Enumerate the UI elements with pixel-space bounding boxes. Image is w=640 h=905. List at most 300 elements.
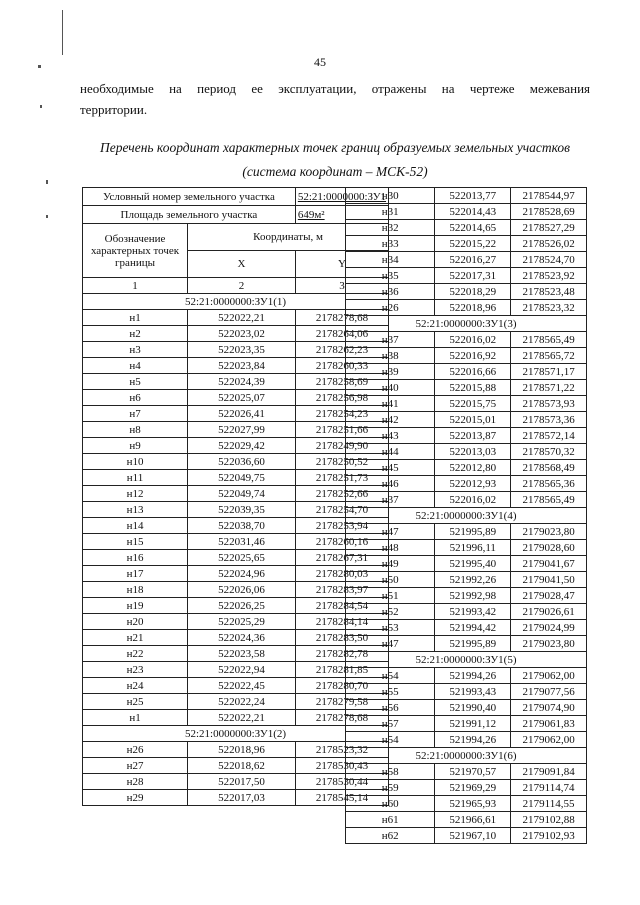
x-cell: 522012,80 bbox=[435, 460, 511, 476]
point-cell: н3 bbox=[83, 342, 188, 358]
point-cell: н7 bbox=[83, 406, 188, 422]
x-cell: 521996,11 bbox=[435, 540, 511, 556]
x-cell: 521992,26 bbox=[435, 572, 511, 588]
x-cell: 521993,42 bbox=[435, 604, 511, 620]
group-row bbox=[83, 726, 389, 742]
y-cell: 2178573,36 bbox=[511, 412, 587, 428]
y-cell: 2178283,97 bbox=[295, 582, 388, 598]
table-row bbox=[346, 540, 587, 556]
y-cell: 2178571,17 bbox=[511, 364, 587, 380]
table-row bbox=[346, 444, 587, 460]
point-cell: н18 bbox=[83, 582, 188, 598]
table-row bbox=[346, 236, 587, 252]
y-cell: 2178565,72 bbox=[511, 348, 587, 364]
x-cell: 521995,40 bbox=[435, 556, 511, 572]
table-row bbox=[346, 188, 587, 204]
table-row bbox=[83, 326, 389, 342]
table-row bbox=[346, 204, 587, 220]
table-row bbox=[346, 300, 587, 316]
x-cell: 522015,75 bbox=[435, 396, 511, 412]
point-cell: н5 bbox=[83, 374, 188, 390]
y-cell: 2178527,29 bbox=[511, 220, 587, 236]
point-cell: н50 bbox=[346, 572, 435, 588]
y-label: Y bbox=[295, 251, 388, 278]
table-row bbox=[346, 524, 587, 540]
table-row bbox=[346, 572, 587, 588]
table-row bbox=[83, 518, 389, 534]
x-cell: 522026,41 bbox=[188, 406, 296, 422]
page-number: 45 bbox=[314, 55, 326, 69]
coordinates-table-left bbox=[82, 187, 389, 806]
group-row bbox=[346, 316, 587, 332]
x-cell: 522016,92 bbox=[435, 348, 511, 364]
x-cell: 521993,43 bbox=[435, 684, 511, 700]
table-row bbox=[83, 358, 389, 374]
point-cell: н54 bbox=[346, 732, 435, 748]
y-cell: 2178279,58 bbox=[295, 694, 388, 710]
table-row bbox=[346, 620, 587, 636]
y-cell: 2178283,50 bbox=[295, 630, 388, 646]
x-cell: 521992,98 bbox=[435, 588, 511, 604]
table-row bbox=[83, 406, 389, 422]
point-cell: н54 bbox=[346, 668, 435, 684]
y-cell: 2178526,02 bbox=[511, 236, 587, 252]
x-cell: 522049,75 bbox=[188, 470, 296, 486]
x-cell: 522016,02 bbox=[435, 332, 511, 348]
y-cell: 2179102,88 bbox=[511, 812, 587, 828]
scan-mark bbox=[46, 215, 48, 218]
table-row bbox=[346, 780, 587, 796]
y-cell: 2178565,49 bbox=[511, 492, 587, 508]
y-cell: 2178565,49 bbox=[511, 332, 587, 348]
table-row bbox=[83, 678, 389, 694]
heading-line-1: Перечень координат характерных точек границ образуемых земельных участков bbox=[99, 140, 571, 155]
x-cell: 522036,60 bbox=[188, 454, 296, 470]
table-row bbox=[346, 396, 587, 412]
col-index-2: 2 bbox=[188, 278, 296, 294]
x-cell: 522027,99 bbox=[188, 422, 296, 438]
x-cell: 522017,50 bbox=[188, 774, 296, 790]
col-index-1: 1 bbox=[83, 278, 188, 294]
point-cell: н24 bbox=[83, 678, 188, 694]
header-row-columns bbox=[83, 224, 389, 251]
y-cell: 2178264,06 bbox=[295, 326, 388, 342]
table-row bbox=[83, 566, 389, 582]
y-cell: 2178530,43 bbox=[295, 758, 388, 774]
x-cell: 521965,93 bbox=[435, 796, 511, 812]
y-cell: 2178544,97 bbox=[511, 188, 587, 204]
point-cell: н57 bbox=[346, 716, 435, 732]
y-cell: 2178249,90 bbox=[295, 438, 388, 454]
x-cell: 522025,29 bbox=[188, 614, 296, 630]
y-cell: 2179074,90 bbox=[511, 700, 587, 716]
y-cell: 2178251,73 bbox=[295, 470, 388, 486]
y-cell: 2179028,47 bbox=[511, 588, 587, 604]
y-cell: 2179091,84 bbox=[511, 764, 587, 780]
x-cell: 522017,03 bbox=[188, 790, 296, 806]
y-cell: 2178258,69 bbox=[295, 374, 388, 390]
y-cell: 2179041,67 bbox=[511, 556, 587, 572]
point-cell: н60 bbox=[346, 796, 435, 812]
x-cell: 522031,46 bbox=[188, 534, 296, 550]
table-row bbox=[346, 732, 587, 748]
intro-paragraph bbox=[80, 78, 590, 120]
y-cell: 2179114,74 bbox=[511, 780, 587, 796]
x-cell: 522029,42 bbox=[188, 438, 296, 454]
y-cell: 2179026,61 bbox=[511, 604, 587, 620]
point-cell: н38 bbox=[346, 348, 435, 364]
y-cell: 2179062,00 bbox=[511, 668, 587, 684]
x-cell: 522026,25 bbox=[188, 598, 296, 614]
point-cell: н23 bbox=[83, 662, 188, 678]
point-cell: н61 bbox=[346, 812, 435, 828]
table-row bbox=[346, 812, 587, 828]
group-row bbox=[346, 748, 587, 764]
y-cell: 2178278,68 bbox=[295, 310, 388, 326]
y-cell: 2178280,70 bbox=[295, 678, 388, 694]
x-cell: 522025,65 bbox=[188, 550, 296, 566]
point-cell: н55 bbox=[346, 684, 435, 700]
x-cell: 522018,62 bbox=[188, 758, 296, 774]
x-cell: 521966,61 bbox=[435, 812, 511, 828]
x-cell: 522024,36 bbox=[188, 630, 296, 646]
point-cell: н12 bbox=[83, 486, 188, 502]
y-cell: 2179077,56 bbox=[511, 684, 587, 700]
table-row bbox=[83, 342, 389, 358]
x-cell: 522023,84 bbox=[188, 358, 296, 374]
table-row bbox=[346, 460, 587, 476]
x-cell: 522014,43 bbox=[435, 204, 511, 220]
table-row bbox=[83, 646, 389, 662]
table-row bbox=[83, 550, 389, 566]
table-row bbox=[83, 582, 389, 598]
y-cell: 2178254,70 bbox=[295, 502, 388, 518]
point-cell: н2 bbox=[83, 326, 188, 342]
group-label: 52:21:0000000:ЗУ1(6) bbox=[346, 748, 587, 764]
point-cell: н39 bbox=[346, 364, 435, 380]
x-cell: 521967,10 bbox=[435, 828, 511, 844]
point-cell: н1 bbox=[83, 710, 188, 726]
x-cell: 522017,31 bbox=[435, 268, 511, 284]
scan-mark bbox=[40, 105, 42, 108]
y-cell: 2178251,66 bbox=[295, 422, 388, 438]
x-cell: 522018,96 bbox=[188, 742, 296, 758]
x-cell: 522015,88 bbox=[435, 380, 511, 396]
table-row bbox=[83, 310, 389, 326]
x-cell: 521969,29 bbox=[435, 780, 511, 796]
scan-mark bbox=[46, 180, 48, 184]
table-row bbox=[346, 476, 587, 492]
x-cell: 522039,35 bbox=[188, 502, 296, 518]
y-cell: 2178528,69 bbox=[511, 204, 587, 220]
table-row bbox=[83, 710, 389, 726]
point-cell: н1 bbox=[83, 310, 188, 326]
table-row bbox=[83, 422, 389, 438]
y-cell: 2178523,92 bbox=[511, 268, 587, 284]
y-cell: 2178565,36 bbox=[511, 476, 587, 492]
y-cell: 2178262,23 bbox=[295, 342, 388, 358]
table-row bbox=[83, 486, 389, 502]
header-row-number bbox=[83, 188, 389, 206]
point-cell: н26 bbox=[346, 300, 435, 316]
area-value: 649м² bbox=[295, 206, 388, 224]
point-cell: н17 bbox=[83, 566, 188, 582]
point-cell: н46 bbox=[346, 476, 435, 492]
y-cell: 2178570,32 bbox=[511, 444, 587, 460]
y-cell: 2178523,32 bbox=[295, 742, 388, 758]
point-cell: н26 bbox=[83, 742, 188, 758]
point-label: Обозначение характерных точек границы bbox=[83, 224, 188, 278]
table-row bbox=[83, 742, 389, 758]
point-cell: н10 bbox=[83, 454, 188, 470]
table-row bbox=[83, 758, 389, 774]
point-cell: н14 bbox=[83, 518, 188, 534]
point-cell: н44 bbox=[346, 444, 435, 460]
table-row bbox=[83, 790, 389, 806]
y-cell: 2179114,55 bbox=[511, 796, 587, 812]
point-cell: н4 bbox=[83, 358, 188, 374]
coordinates-table-right bbox=[345, 187, 587, 844]
point-cell: н35 bbox=[346, 268, 435, 284]
point-cell: н31 bbox=[346, 204, 435, 220]
point-cell: н51 bbox=[346, 588, 435, 604]
point-cell: н20 bbox=[83, 614, 188, 630]
y-cell: 2178568,49 bbox=[511, 460, 587, 476]
point-cell: н16 bbox=[83, 550, 188, 566]
y-cell: 2178573,93 bbox=[511, 396, 587, 412]
y-cell: 2178252,66 bbox=[295, 486, 388, 502]
point-cell: н6 bbox=[83, 390, 188, 406]
y-cell: 2178571,22 bbox=[511, 380, 587, 396]
y-cell: 2178545,14 bbox=[295, 790, 388, 806]
area-label: Площадь земельного участка bbox=[83, 206, 296, 224]
point-cell: н9 bbox=[83, 438, 188, 454]
y-cell: 2178524,70 bbox=[511, 252, 587, 268]
x-cell: 522038,70 bbox=[188, 518, 296, 534]
point-cell: н49 bbox=[346, 556, 435, 572]
y-cell: 2179061,83 bbox=[511, 716, 587, 732]
point-cell: н56 bbox=[346, 700, 435, 716]
group-row bbox=[346, 652, 587, 668]
x-cell: 522016,27 bbox=[435, 252, 511, 268]
table-row bbox=[83, 390, 389, 406]
point-cell: н59 bbox=[346, 780, 435, 796]
coords-label: Координаты, м bbox=[188, 224, 389, 251]
y-cell: 2178280,03 bbox=[295, 566, 388, 582]
y-cell: 2178256,98 bbox=[295, 390, 388, 406]
x-cell: 522023,58 bbox=[188, 646, 296, 662]
y-cell: 2178572,14 bbox=[511, 428, 587, 444]
table-row bbox=[346, 332, 587, 348]
point-cell: н45 bbox=[346, 460, 435, 476]
table-row bbox=[346, 220, 587, 236]
x-cell: 522023,35 bbox=[188, 342, 296, 358]
table-row bbox=[83, 374, 389, 390]
x-cell: 521991,12 bbox=[435, 716, 511, 732]
point-cell: н28 bbox=[83, 774, 188, 790]
point-cell: н48 bbox=[346, 540, 435, 556]
y-cell: 2179062,00 bbox=[511, 732, 587, 748]
point-cell: н52 bbox=[346, 604, 435, 620]
point-cell: н37 bbox=[346, 492, 435, 508]
point-cell: н41 bbox=[346, 396, 435, 412]
table-row bbox=[83, 454, 389, 470]
x-cell: 522022,24 bbox=[188, 694, 296, 710]
point-cell: н25 bbox=[83, 694, 188, 710]
x-cell: 522026,06 bbox=[188, 582, 296, 598]
y-cell: 2178267,31 bbox=[295, 550, 388, 566]
heading-line-2: (система координат – МСК-52) bbox=[242, 164, 428, 179]
table-row bbox=[346, 252, 587, 268]
group-label: 52:21:0000000:ЗУ1(2) bbox=[83, 726, 389, 742]
y-cell: 2178254,23 bbox=[295, 406, 388, 422]
point-cell: н29 bbox=[83, 790, 188, 806]
group-row bbox=[83, 294, 389, 310]
y-cell: 2178284,54 bbox=[295, 598, 388, 614]
table-row bbox=[346, 268, 587, 284]
table-row bbox=[346, 428, 587, 444]
point-cell: н33 bbox=[346, 236, 435, 252]
table-row bbox=[346, 796, 587, 812]
cond-number-value: 52:21:0000000:ЗУ1 bbox=[295, 188, 388, 206]
table-row bbox=[346, 668, 587, 684]
x-cell: 522018,29 bbox=[435, 284, 511, 300]
point-cell: н22 bbox=[83, 646, 188, 662]
point-cell: н62 bbox=[346, 828, 435, 844]
point-cell: н42 bbox=[346, 412, 435, 428]
table-row bbox=[83, 774, 389, 790]
y-cell: 2179024,99 bbox=[511, 620, 587, 636]
x-cell: 521994,42 bbox=[435, 620, 511, 636]
scan-mark bbox=[62, 10, 63, 55]
table-row bbox=[83, 694, 389, 710]
group-label: 52:21:0000000:ЗУ1(1) bbox=[83, 294, 389, 310]
table-row bbox=[83, 438, 389, 454]
table-row bbox=[346, 828, 587, 844]
table-row bbox=[346, 412, 587, 428]
y-cell: 2178284,14 bbox=[295, 614, 388, 630]
point-cell: н21 bbox=[83, 630, 188, 646]
y-cell: 2178260,33 bbox=[295, 358, 388, 374]
x-cell: 522015,22 bbox=[435, 236, 511, 252]
point-cell: н27 bbox=[83, 758, 188, 774]
x-cell: 522022,94 bbox=[188, 662, 296, 678]
x-cell: 522016,02 bbox=[435, 492, 511, 508]
point-cell: н58 bbox=[346, 764, 435, 780]
y-cell: 2179023,80 bbox=[511, 524, 587, 540]
y-cell: 2178530,44 bbox=[295, 774, 388, 790]
y-cell: 2179102,93 bbox=[511, 828, 587, 844]
point-cell: н43 bbox=[346, 428, 435, 444]
y-cell: 2178253,94 bbox=[295, 518, 388, 534]
point-cell: н19 bbox=[83, 598, 188, 614]
y-cell: 2178523,48 bbox=[511, 284, 587, 300]
y-cell: 2179023,80 bbox=[511, 636, 587, 652]
y-cell: 2179041,50 bbox=[511, 572, 587, 588]
x-cell: 522022,21 bbox=[188, 310, 296, 326]
x-cell: 521990,40 bbox=[435, 700, 511, 716]
y-cell: 2178282,78 bbox=[295, 646, 388, 662]
table-row bbox=[83, 630, 389, 646]
point-cell: н30 bbox=[346, 188, 435, 204]
x-cell: 521994,26 bbox=[435, 668, 511, 684]
point-cell: н36 bbox=[346, 284, 435, 300]
x-cell: 522013,87 bbox=[435, 428, 511, 444]
table-row bbox=[346, 284, 587, 300]
x-cell: 522024,96 bbox=[188, 566, 296, 582]
table-row bbox=[346, 684, 587, 700]
table-row bbox=[83, 662, 389, 678]
point-cell: н40 bbox=[346, 380, 435, 396]
header-row-index bbox=[83, 278, 389, 294]
x-cell: 522015,01 bbox=[435, 412, 511, 428]
header-row-area bbox=[83, 206, 389, 224]
table-row bbox=[83, 614, 389, 630]
intro-line-1: необходимые на период ее эксплуатации, отражены на чертеже межевания bbox=[80, 81, 590, 96]
table-row bbox=[346, 348, 587, 364]
y-cell: 2178260,16 bbox=[295, 534, 388, 550]
x-cell: 521994,26 bbox=[435, 732, 511, 748]
x-cell: 522025,07 bbox=[188, 390, 296, 406]
x-cell: 522023,02 bbox=[188, 326, 296, 342]
point-cell: н34 bbox=[346, 252, 435, 268]
table-row bbox=[346, 764, 587, 780]
y-cell: 2178250,52 bbox=[295, 454, 388, 470]
point-cell: н8 bbox=[83, 422, 188, 438]
x-cell: 522049,74 bbox=[188, 486, 296, 502]
intro-line-2: территории. bbox=[80, 102, 148, 117]
table-row bbox=[83, 470, 389, 486]
x-cell: 522012,93 bbox=[435, 476, 511, 492]
x-cell: 521970,57 bbox=[435, 764, 511, 780]
table-row bbox=[346, 364, 587, 380]
x-cell: 522024,39 bbox=[188, 374, 296, 390]
col-index-3: 3 bbox=[295, 278, 388, 294]
table-row bbox=[346, 492, 587, 508]
point-cell: н37 bbox=[346, 332, 435, 348]
x-cell: 522022,21 bbox=[188, 710, 296, 726]
x-cell: 522016,66 bbox=[435, 364, 511, 380]
point-cell: н53 bbox=[346, 620, 435, 636]
cond-number-label: Условный номер земельного участка bbox=[83, 188, 296, 206]
table-row bbox=[346, 588, 587, 604]
x-cell: 522022,45 bbox=[188, 678, 296, 694]
y-cell: 2178278,68 bbox=[295, 710, 388, 726]
table-row bbox=[346, 380, 587, 396]
x-cell: 522018,96 bbox=[435, 300, 511, 316]
group-label: 52:21:0000000:ЗУ1(3) bbox=[346, 316, 587, 332]
point-cell: н47 bbox=[346, 524, 435, 540]
table-row bbox=[346, 604, 587, 620]
group-row bbox=[346, 508, 587, 524]
point-cell: н15 bbox=[83, 534, 188, 550]
group-label: 52:21:0000000:ЗУ1(4) bbox=[346, 508, 587, 524]
table-row bbox=[83, 502, 389, 518]
y-cell: 2178281,85 bbox=[295, 662, 388, 678]
x-cell: 521995,89 bbox=[435, 636, 511, 652]
x-cell: 522013,03 bbox=[435, 444, 511, 460]
table-row bbox=[346, 700, 587, 716]
table-row bbox=[346, 716, 587, 732]
table-row bbox=[83, 598, 389, 614]
group-label: 52:21:0000000:ЗУ1(5) bbox=[346, 652, 587, 668]
table-row bbox=[346, 636, 587, 652]
x-cell: 521995,89 bbox=[435, 524, 511, 540]
point-cell: н13 bbox=[83, 502, 188, 518]
point-cell: н11 bbox=[83, 470, 188, 486]
table-heading bbox=[70, 136, 600, 184]
x-label: X bbox=[188, 251, 296, 278]
